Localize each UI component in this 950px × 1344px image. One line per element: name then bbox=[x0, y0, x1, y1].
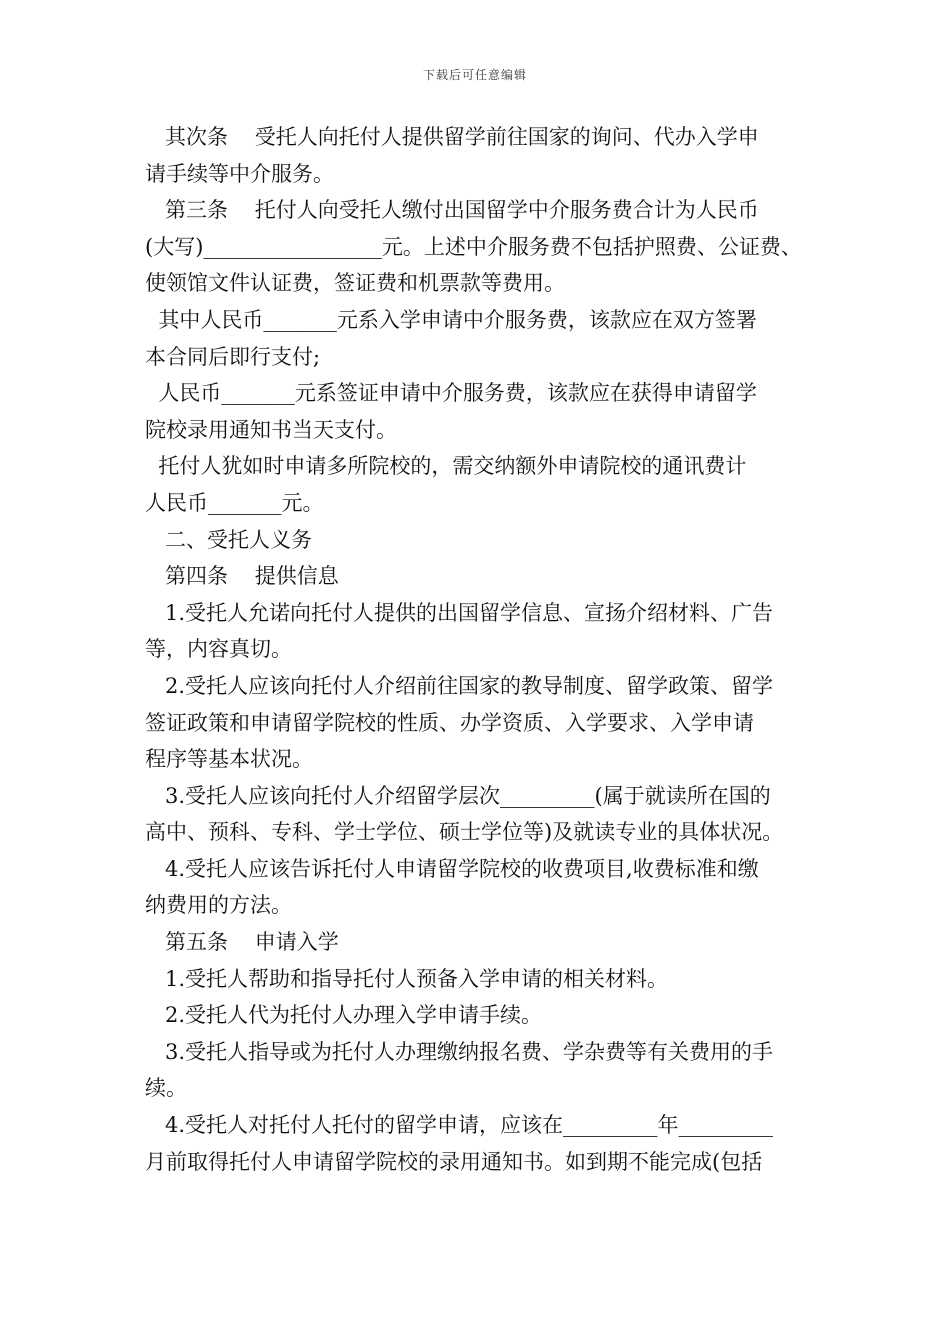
text-line: 人民币_______元。 bbox=[145, 490, 324, 515]
text-line: 高中、预科、专科、学士学位、硕士学位等)及就读专业的具体状况。 bbox=[145, 820, 784, 845]
section-heading: 二、受托人义务 bbox=[145, 527, 313, 552]
text-line: 其中人民币_______元系入学申请中介服务费，该款应在双方签署 bbox=[145, 307, 757, 332]
text-line: 院校录用通知书当天支付。 bbox=[145, 417, 397, 442]
page-header: 下载后可任意编辑 bbox=[422, 68, 527, 82]
document-body bbox=[145, 119, 825, 1180]
text-line: 1.受托人帮助和指导托付人预备入学申请的相关材料。 bbox=[145, 966, 669, 991]
text-line: 1.受托人允诺向托付人提供的出国留学信息、宣扬介绍材料、广告 bbox=[145, 600, 774, 625]
text-line: 托付人犹如时申请多所院校的，需交纳额外申请院校的通讯费计 bbox=[145, 454, 747, 479]
text-line: 2.受托人代为托付人办理入学申请手续。 bbox=[145, 1003, 543, 1028]
text-line: 续。 bbox=[145, 1076, 187, 1101]
text-line: 3.受托人指导或为托付人办理缴纳报名费、学杂费等有关费用的手 bbox=[145, 1039, 774, 1064]
text-line: 等，内容真切。 bbox=[145, 637, 292, 662]
text-line: 4.受托人应该告诉托付人申请留学院校的收费项目,收费标准和缴 bbox=[145, 856, 759, 881]
article-heading: 第五条 申请入学 bbox=[145, 930, 339, 955]
text-line: 纳费用的方法。 bbox=[145, 893, 292, 918]
text-line: 使领馆文件认证费，签证费和机票款等费用。 bbox=[145, 271, 565, 296]
text-line: 本合同后即行支付; bbox=[145, 344, 321, 369]
text-line: 2.受托人应该向托付人介绍前往国家的教导制度、留学政策、留学 bbox=[145, 673, 774, 698]
text-line: 第三条 托付人向受托人缴付出国留学中介服务费合计为人民币 bbox=[145, 198, 759, 223]
text-line: 签证政策和申请留学院校的性质、办学资质、入学要求、入学申请 bbox=[145, 710, 754, 735]
text-line: (大写)_________________元。上述中介服务费不包括护照费、公证费、 bbox=[145, 234, 802, 259]
text-line: 其次条 受托人向托付人提供留学前往国家的询问、代办入学申 bbox=[145, 125, 759, 149]
text-line: 3.受托人应该向托付人介绍留学层次_________(属于就读所在国的 bbox=[145, 783, 771, 808]
article-heading: 第四条 提供信息 bbox=[145, 564, 339, 589]
text-line: 请手续等中介服务。 bbox=[145, 161, 334, 186]
text-line: 程序等基本状况。 bbox=[145, 747, 313, 772]
text-line: 人民币_______元系签证申请中介服务费，该款应在获得申请留学 bbox=[145, 381, 757, 406]
text-line: 月前取得托付人申请留学院校的录用通知书。如到期不能完成(包括 bbox=[145, 1149, 763, 1174]
text-line: 4.受托人对托付人托付的留学申请，应该在_________年_________ bbox=[145, 1113, 774, 1138]
